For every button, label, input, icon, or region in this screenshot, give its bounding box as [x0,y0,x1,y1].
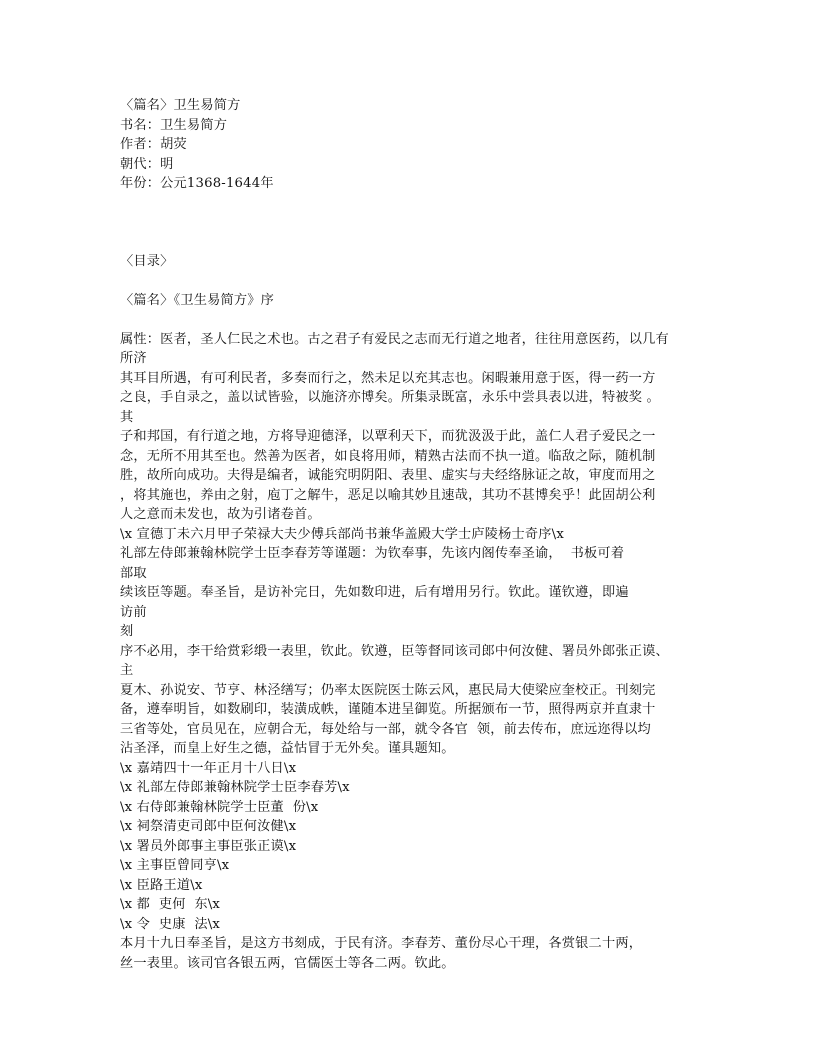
body-line: ，将其施也，养由之射，庖丁之解牛，恶足以喻其妙且速哉，其功不甚博矣乎！此固胡公利 [120,487,656,503]
body-line: 部取 [120,565,147,581]
body-line: \x 宣德丁未六月甲子荣禄大夫少傅兵部尚书兼华盖殿大学士庐陵杨士奇序\x [120,526,564,542]
body-line: \x 右侍郎兼翰林院学士臣董 份\x [120,799,319,815]
body-line: 人之意而未发也，故为引诸卷首。 [120,507,321,522]
body-line: 其 [120,409,134,425]
body-line: \x 祠祭清吏司郎中臣何汝健\x [120,819,297,834]
body-line: 属性：医者，圣人仁民之术也。古之君子有爱民之志而无行道之地者，往往用意医药，以几有 [120,331,669,347]
preface-body [120,330,720,974]
header-year: 年份：公元1368-1644年 [120,176,274,191]
body-line: \x 令 史康 法\x [120,916,221,932]
body-line: 沾圣泽，而皇上好生之德，益怙冒于无外矣。谨具题知。 [120,741,455,756]
body-line: 夏木、孙说安、节亨、林泾缮写；仍率太医院医士陈云风，惠民局大使梁应奎校正。刊刻完 [120,682,656,698]
header-pian-ming: 〈篇名〉卫生易简方 [120,98,241,113]
header-author: 作者：胡荧 [120,137,187,152]
body-line: \x 主事臣曾同亨\x [120,858,230,873]
body-line: 之良，手自录之，盖以试皆验，以施济亦博矣。所集录既富，永乐中尝具表以进，特被奖 。 [120,390,660,405]
body-line: 备，遵奉明旨，如数刷印，装潢成帙，谨随本进呈御览。所据颁布一节，照得两京并直隶十 [120,702,656,717]
body-line: 丝一表里。该司官各银五两，官儒医士等各二两。钦此。 [120,955,455,971]
header-dynasty: 朝代：明 [120,156,174,172]
section-title: 〈篇名〉《卫生易简方》序 [120,292,275,308]
body-line: 胜，故所向成功。夫得是编者，诚能究明阴阳、表里、虚实与夫经络脉证之故，审度而用之 [120,468,656,483]
spacer [120,271,720,291]
body-line: 续该臣等题。奉圣旨，是访补完日，先如数印进，后有增用另行。钦此。谨钦遵，即遍 [120,585,629,600]
body-line: \x 臣路王道\x [120,877,203,893]
spacer [120,310,720,330]
body-line: 本月十九日奉圣旨，是这方书刻成，于民有济。李春芳、董份尽心干理，各赏银二十两， [120,936,643,951]
body-line: 子和邦国，有行道之地，方将导迎德泽，以覃利天下，而犹汲汲于此，盖仁人君子爱民之一 [120,429,656,444]
spacer [120,194,720,252]
body-line: 其耳目所遇，有可利民者，多奏而行之，然未足以充其志也。闲暇兼用意于医，得一药一方 [120,370,656,386]
body-line: \x 署员外郎事主事臣张正谟\x [120,838,297,854]
body-line: 访前 [120,604,147,620]
body-line: 刻 [120,624,134,639]
body-line: 主 [120,663,134,678]
document-page [120,96,720,973]
body-line: \x 嘉靖四十一年正月十八日\x [120,760,297,776]
body-line: \x 都 吏何 东\x [120,897,221,912]
toc-label: 〈目录〉 [120,253,174,269]
body-line: 礼部左侍郎兼翰林院学士臣李春芳等谨题：为钦奉事，先该内阁传奉圣谕， 书板可着 [120,546,625,561]
header-book-name: 书名：卫生易简方 [120,117,228,133]
body-line: 序不必用，李干给赏彩缎一表里，钦此。钦遵，臣等督同该司郎中何汝健、署员外郎张正谟、 [120,643,669,659]
body-line: \x 礼部左侍郎兼翰林院学士臣李春芳\x [120,780,350,795]
body-line: 所济 [120,351,147,366]
body-line: 三省等处，官员见在，应朝合无，每处给与一部，就令各官 领，前去传布，庶远迩得以均 [120,721,651,737]
body-line: 念，无所不用其至也。然善为医者，如良将用师，精熟古法而不执一道。临敌之际，随机制 [120,448,656,464]
